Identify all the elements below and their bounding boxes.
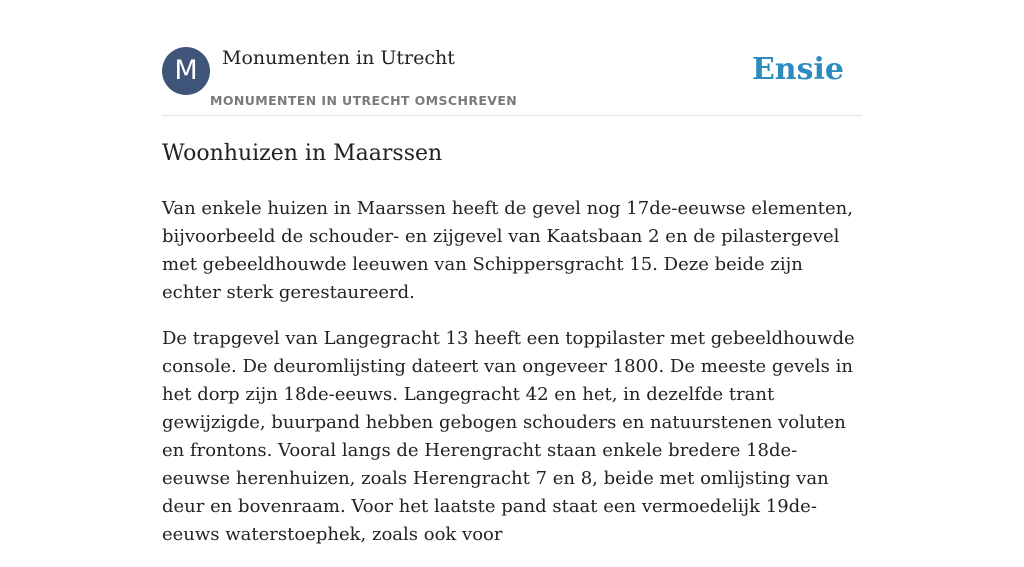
article-paragraph: De trapgevel van Langegracht 13 heeft een toppilaster met gebeeldhouwde console. De deuromlijsting dateert van ongeveer 1800. De meeste gevels in het dorp zijn 18de-eeuws. Langegracht 42 en het, in dezelfde trant gewijzigde, buurpand hebben gebogen schouders en natuurstenen voluten en frontons. Vooral langs de Herengracht staan enkele bredere 18de-eeuwse herenhuizen, zoals Herengracht 7 en 8, beide met omlijsting van deur en bovenraam. Voor het laatste pand staat een vermoedelijk 19de-eeuws waterstoephek, zoals ook voor	[162, 328, 855, 545]
article-title: Woonhuizen in Maarssen	[162, 141, 443, 166]
brand-logo[interactable]: Ensie	[751, 52, 844, 87]
site-title[interactable]: Monumenten in Utrecht	[222, 47, 455, 69]
site-subtitle: MONUMENTEN IN UTRECHT OMSCHREVEN	[210, 93, 518, 108]
article-paragraph: Van enkele huizen in Maarssen heeft de gevel nog 17de-eeuwse elementen, bijvoorbeeld de schouder- en zijgevel van Kaatsbaan 2 en de pilastergevel met gebeeldhouwde leeuwen van Schippersgracht 15. Deze beide zijn echter sterk gerestaureerd.	[162, 198, 853, 303]
article	[162, 138, 862, 567]
site-header	[162, 46, 862, 116]
avatar[interactable]: M	[162, 47, 210, 95]
